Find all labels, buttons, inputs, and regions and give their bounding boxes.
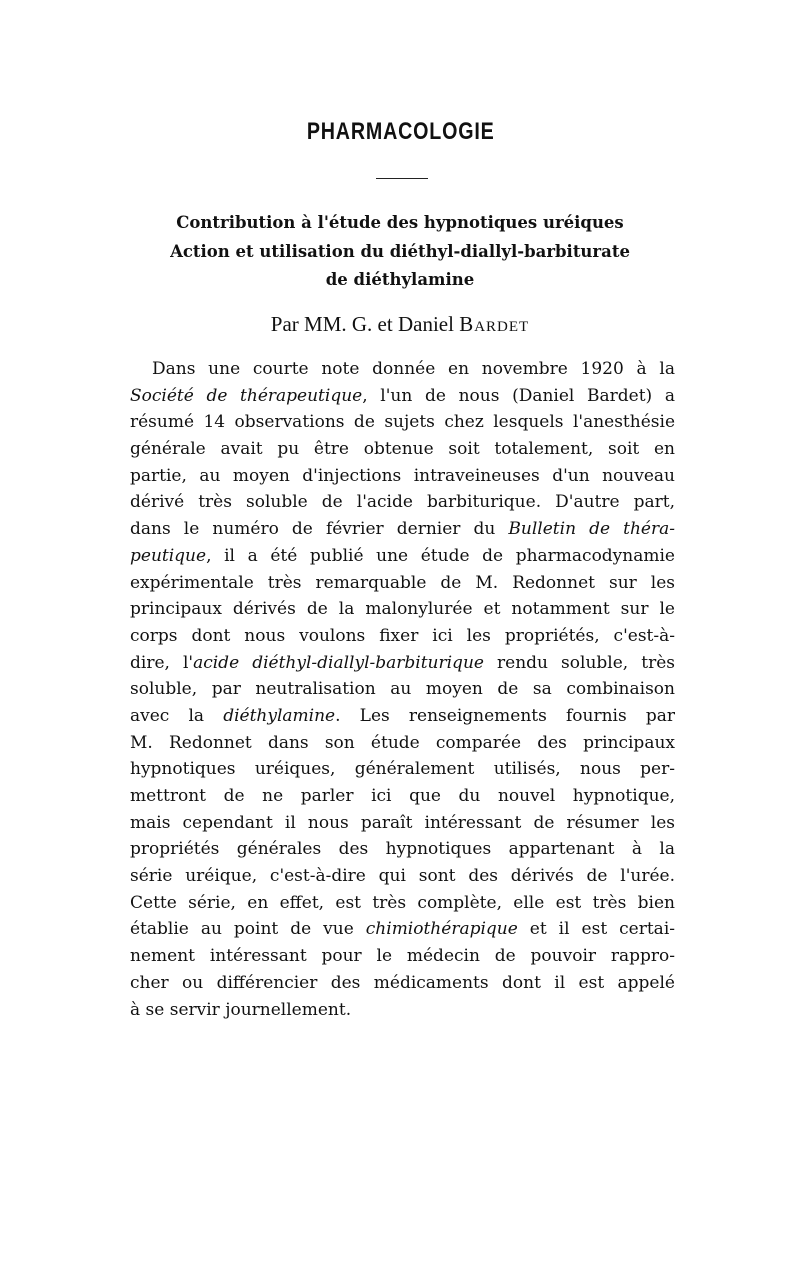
body-line <box>130 489 675 516</box>
body-text-segment: , il a été publié une étude de pharmacodynamie <box>206 545 675 566</box>
body-text-segment: série uréique, c'est-à-dire qui sont des dérivés de l'urée. <box>130 866 675 887</box>
body-text-segment: . Les renseignements fournis par <box>335 705 675 726</box>
body-text-segment: principaux dérivés de la malonylurée et notamment sur le <box>130 599 675 620</box>
italic-text: Bulletin de théra- <box>508 519 675 540</box>
italic-text: acide diéthyl-diallyl-barbiturique <box>193 652 484 673</box>
body-text-segment: nement intéressant pour le médecin de pouvoir rappro- <box>130 946 675 967</box>
body-line <box>130 970 675 997</box>
body-text-segment: à se servir journellement. <box>130 999 352 1020</box>
body-line <box>130 543 675 570</box>
italic-text: peutique <box>130 545 207 566</box>
italic-text: Société de thérapeutique <box>130 385 363 406</box>
body-text-segment: cher ou différencier des médicaments dont il est appelé <box>130 972 675 993</box>
heading-rule <box>376 178 428 179</box>
article-title-line-1: Contribution à l'étude des hypnotiques uréiques <box>176 213 624 232</box>
body-text-segment: partie, au moyen d'injections intraveineuses d'un nouveau <box>130 465 675 486</box>
italic-text: diéthylamine <box>223 705 336 726</box>
body-line <box>130 409 675 436</box>
author-byline <box>0 312 800 337</box>
body-text-segment: et il est certai- <box>517 919 675 940</box>
body-line <box>130 436 675 463</box>
byline-prefix: Par MM. G. et Daniel <box>270 312 460 336</box>
body-line <box>130 356 675 383</box>
body-text-segment: mais cependant il nous paraît intéressant de résumer les <box>130 812 675 833</box>
body-text-segment: corps dont nous voulons fixer ici les propriétés, c'est-à- <box>130 625 675 646</box>
body-text-segment: Dans une courte note donnée en novembre 1920 à la <box>152 359 675 379</box>
body-line <box>130 997 675 1024</box>
body-text-segment: résumé 14 observations de sujets chez lesquels l'anesthésie <box>130 412 675 433</box>
body-line <box>130 463 675 490</box>
article-body <box>130 356 675 1023</box>
body-text-segment: , l'un de nous (Daniel Bardet) a <box>362 385 675 406</box>
body-line <box>130 730 675 757</box>
body-text-segment: hypnotiques uréiques, généralement utilisés, nous per- <box>130 759 675 780</box>
body-line <box>130 676 675 703</box>
body-line <box>130 623 675 650</box>
body-line <box>130 650 675 677</box>
body-text-segment: dire, l' <box>130 652 194 673</box>
author-surname: Bardet <box>459 312 530 336</box>
body-text-segment: Cette série, en effet, est très complète, elle est très bien <box>130 892 675 913</box>
body-line <box>130 383 675 410</box>
body-text-segment: dérivé très soluble de l'acide barbiturique. D'autre part, <box>130 492 675 513</box>
body-text-segment: avec la <box>130 705 224 726</box>
body-text-segment: établie au point de vue <box>130 919 366 940</box>
body-line <box>130 810 675 837</box>
body-text-segment: mettront de ne parler ici que du nouvel hypnotique, <box>130 786 675 806</box>
body-text-segment: dans le numéro de février dernier du <box>130 519 509 540</box>
body-line <box>130 890 675 917</box>
body-text-segment: expérimentale très remarquable de M. Redonnet sur les <box>130 572 675 593</box>
body-text-segment: propriétés générales des hypnotiques appartenant à la <box>130 839 675 860</box>
body-line <box>130 863 675 890</box>
body-line <box>130 516 675 543</box>
body-line <box>130 756 675 783</box>
body-text-segment: M. Redonnet dans son étude comparée des principaux <box>130 732 675 753</box>
body-line <box>130 916 675 943</box>
article-title-line-3: de diéthylamine <box>325 270 475 289</box>
body-line <box>130 783 675 810</box>
body-text-segment: rendu soluble, très <box>483 652 675 673</box>
body-line <box>130 570 675 597</box>
section-heading: PHARMACOLOGIE <box>306 118 495 145</box>
body-text-segment: soluble, par neutralisation au moyen de sa combinaison <box>130 679 675 700</box>
body-line <box>130 703 675 730</box>
italic-text: chimiothérapique <box>365 919 518 940</box>
article-title-line-2: Action et utilisation du diéthyl-diallyl-barbiturate <box>170 242 630 261</box>
body-line <box>130 836 675 863</box>
body-line <box>130 596 675 623</box>
body-line <box>130 943 675 970</box>
body-text-segment: générale avait pu être obtenue soit totalement, soit en <box>130 439 675 460</box>
